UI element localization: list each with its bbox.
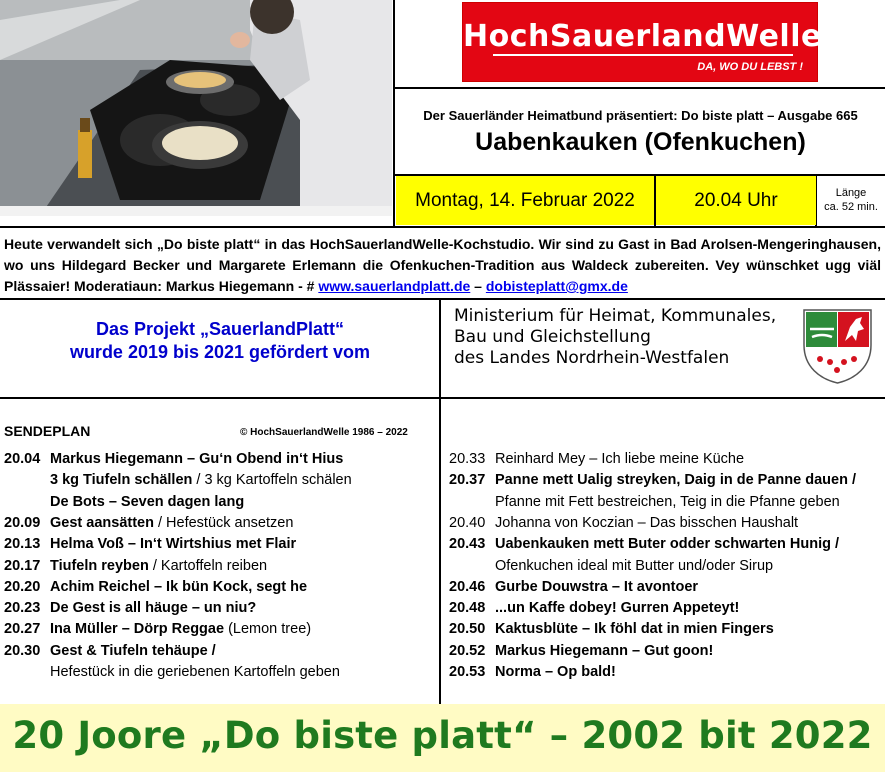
copyright-note: © HochSauerlandWelle 1986 – 2022 [240, 427, 408, 438]
hochsauerlandwelle-logo [462, 2, 822, 82]
schedule-title-normal: / Kartoffeln reiben [148, 557, 268, 574]
ministry-name [454, 306, 776, 369]
schedule-item [449, 449, 744, 470]
schedule-item [4, 513, 293, 534]
schedule-title-bold: Helma Voß – In‘t Wirtshius met Flair [50, 536, 297, 553]
schedule-title-bold: Achim Reichel – Ik bün Kock, segt he [50, 578, 308, 595]
schedule-time: 20.43 [449, 536, 486, 553]
logo-slogan: DA, WO DU LEBST ! [697, 61, 803, 73]
logo-swoosh-icon [493, 53, 793, 57]
schedule-item [449, 513, 798, 534]
schedule-title-bold: Panne mett Ualig streyken, Daig in de Panne dauen / [495, 472, 856, 489]
schedule-item [4, 534, 296, 555]
broadcast-length [817, 176, 885, 225]
schedule-title-normal: / 3 kg Kartoffeln schälen [192, 472, 352, 489]
page-title: Uabenkauken (Ofenkuchen) [475, 128, 806, 156]
divider [395, 87, 885, 89]
schedule-time: 20.37 [449, 472, 486, 489]
project-funding-note [0, 318, 440, 364]
schedule-heading: SENDEPLAN [4, 423, 91, 439]
schedule-time: 20.46 [449, 578, 486, 595]
schedule-item [4, 492, 244, 513]
schedule-time: 20.04 [4, 451, 41, 467]
schedule-title-normal: Johanna von Koczian – Das bisschen Haushalt [495, 514, 799, 531]
schedule-title-bold: Gurbe Douwstra – It avontoer [495, 578, 699, 595]
schedule-time: 20.30 [4, 642, 41, 659]
website-link[interactable]: www.sauerlandplatt.de [318, 278, 471, 294]
schedule-item [4, 598, 256, 619]
schedule-time: 20.09 [4, 514, 41, 531]
schedule-title-bold: 3 kg Tiufeln schällen [50, 472, 193, 489]
schedule-item [449, 492, 840, 513]
schedule-time: 20.53 [449, 664, 486, 680]
schedule-title-bold: Markus Hiegemann – Gu‘n Obend in‘t Hius [50, 451, 344, 467]
schedule-time: 20.13 [4, 536, 41, 553]
schedule-title-bold: De Bots – Seven dagen lang [50, 493, 245, 510]
schedule-title-normal: / Hefestück ansetzen [153, 514, 294, 531]
schedule-item [4, 619, 311, 640]
schedule-title-normal: Pfanne mit Fett bestreichen, Teig in die Pfanne geben [495, 493, 840, 510]
cooking-photo [0, 0, 392, 216]
schedule-title-bold: Tiufeln reyben [50, 557, 149, 574]
schedule-time: 20.20 [4, 578, 41, 595]
schedule-item [449, 470, 856, 491]
schedule-time: 20.48 [449, 600, 486, 617]
schedule-item [449, 556, 773, 577]
length-value: ca. 52 min. [824, 201, 878, 213]
schedule-title-bold: Ina Müller – Dörp Reggae [50, 621, 225, 638]
divider [0, 397, 885, 399]
broadcast-time: 20.04 Uhr [656, 176, 816, 225]
schedule-item [4, 556, 267, 577]
schedule-item [449, 641, 713, 662]
schedule-time: 20.40 [449, 514, 486, 531]
schedule-item [449, 534, 839, 555]
schedule-title-normal: Hefestück in die geriebenen Kartoffeln geben [50, 664, 340, 680]
divider [393, 0, 395, 228]
schedule-title-bold: Kaktusblüte – Ik föhl dat in mien Fingers [495, 621, 774, 638]
logo-wordmark: HochSauerlandWelle [463, 19, 822, 54]
ministry-line-1: Ministerium für Heimat, Kommunales, [454, 306, 777, 326]
project-line-1: Das Projekt „SauerlandPlatt“ [95, 319, 345, 339]
schedule-title-bold: Gest & Tiufeln tehäupe / [50, 642, 216, 659]
schedule-item [449, 598, 739, 619]
nrw-crest-icon [800, 307, 875, 385]
schedule-item [4, 449, 343, 470]
schedule-item [4, 662, 340, 683]
divider [0, 298, 885, 300]
schedule-time: 20.52 [449, 642, 486, 659]
project-line-2: wurde 2019 bis 2021 gefördert vom [69, 342, 371, 362]
schedule-item [449, 577, 698, 598]
divider [0, 226, 885, 228]
broadcast-date: Montag, 14. Februar 2022 [396, 176, 654, 225]
schedule-title-bold: Uabenkauken mett Buter odder schwarten Hunig / [495, 536, 840, 553]
schedule-title-bold: Gest aansätten [50, 514, 154, 531]
schedule-title-bold: Norma – Op bald! [495, 664, 616, 680]
length-label: Länge [835, 187, 867, 199]
link-separator: – [470, 278, 486, 294]
schedule-time: 20.17 [4, 557, 41, 574]
schedule-title-bold: Markus Hiegemann – Gut goon! [495, 642, 714, 659]
schedule-item [4, 577, 307, 598]
schedule-item [4, 470, 352, 491]
schedule-time: 20.27 [4, 621, 41, 638]
footer-anniversary-text: 20 Joore „Do biste platt“ – 2002 bit 2022 [12, 714, 873, 757]
ministry-line-3: des Landes Nordrhein-Westfalen [454, 348, 730, 368]
schedule-title-bold: ...un Kaffe dobey! Gurren Appeteyt! [495, 600, 740, 617]
intro-paragraph [4, 234, 881, 297]
schedule-title-normal: Reinhard Mey – Ich liebe meine Küche [495, 451, 745, 467]
schedule-time: 20.50 [449, 621, 486, 638]
schedule-item [4, 641, 216, 662]
schedule-item [449, 619, 774, 640]
presents-line: Der Sauerländer Heimatbund präsentiert: Do biste platt – Ausgabe 665 [423, 108, 858, 123]
schedule-item [449, 662, 616, 683]
schedule-title-normal: Ofenkuchen ideal mit Butter und/oder Sirup [495, 557, 774, 574]
email-link[interactable]: dobisteplatt@gmx.de [485, 278, 628, 294]
schedule-time: 20.33 [449, 451, 486, 467]
intro-text: Heute verwandelt sich „Do biste platt“ in das HochSauerlandWelle-Kochstudio. Wir sind zu Gast in Bad Arolsen-Mengeringhausen, wo uns Hildegard Becker und Margarete Erlemann die Ofenkuchen-Tradition aus Waldeck zubereiten. Vey wünschket ugg viäl Plässaier! Moderatiaun: Markus Hiegemann - # [4, 236, 881, 294]
schedule-title-normal: (Lemon tree) [224, 621, 312, 638]
schedule-title-bold: De Gest is all häuge – un niu? [50, 600, 257, 617]
schedule-time: 20.23 [4, 600, 41, 617]
ministry-line-2: Bau und Gleichstellung [454, 327, 651, 347]
